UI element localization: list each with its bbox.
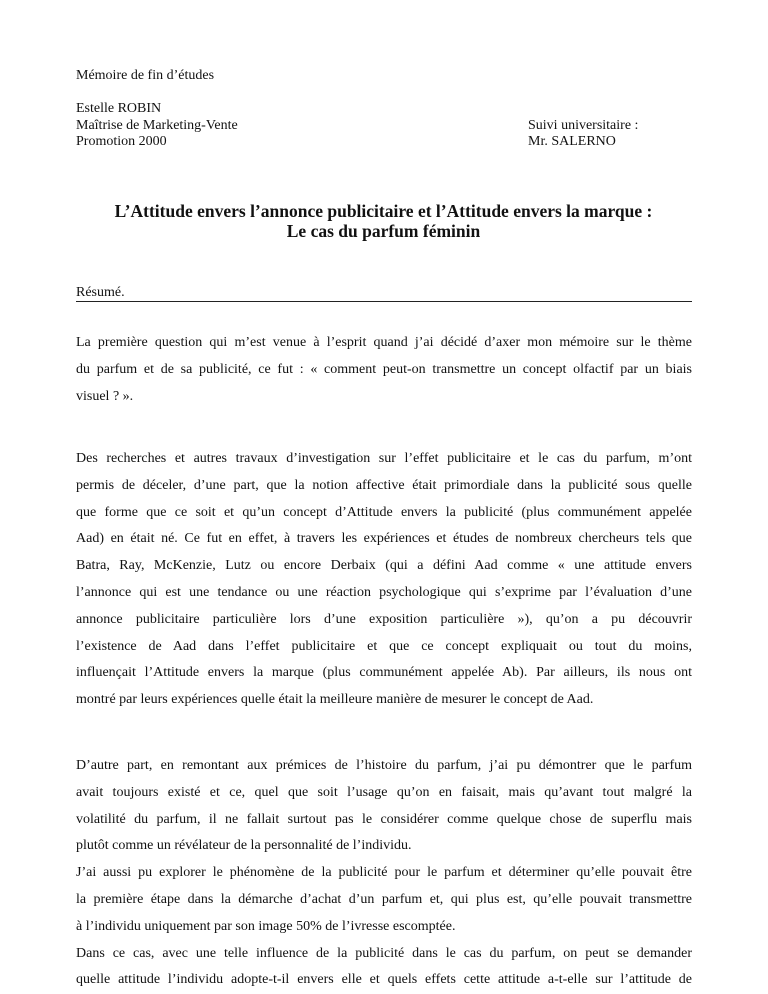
- paragraph-1: [76, 330, 692, 410]
- paragraph-line: visuel ? ».: [76, 388, 134, 404]
- degree: Maîtrise de Marketing-Vente: [76, 118, 238, 133]
- paragraph-3: [76, 753, 692, 994]
- paragraph-line: volatilité du parfum, il ne fallait surtout pas le considérer comme quelque chose de superflu mais: [76, 811, 692, 827]
- paragraph-line: que forme que ce soit et qu’un concept d’Attitude envers la publicité (plus communément appelée: [76, 504, 692, 520]
- paragraph-line: Dans ce cas, avec une telle influence de la publicité dans le cas du parfum, on peut se demander: [76, 945, 692, 961]
- paragraph-line: J’ai aussi pu explorer le phénomène de la publicité pour le parfum et déterminer qu’elle pouvait être: [76, 865, 692, 881]
- paragraph-line: Aad) en était né. Ce fut en effet, à travers les expériences et études de nombreux chercheurs tels que: [76, 531, 692, 547]
- paragraph-line: avait toujours existé et ce, quel que soit l’usage qu’on en faisait, mais qu’avant tout malgré la: [76, 784, 692, 800]
- paragraph-line: Des recherches et autres travaux d’investigation sur l’effet publicitaire et le cas du parfum, m’ont: [76, 451, 692, 466]
- paragraph-line: Batra, Ray, McKenzie, Lutz ou encore Derbaix (qui a défini Aad comme « une attitude envers: [76, 558, 692, 574]
- paragraph-line: du parfum et de sa publicité, ce fut : « comment peut-on transmettre un concept olfactif par un biais: [76, 361, 692, 377]
- document-title: [76, 201, 691, 241]
- paragraph-line: plutôt comme un révélateur de la personnalité de l’individu.: [76, 838, 412, 854]
- promotion: Promotion 2000: [76, 134, 167, 149]
- paragraph-line: la première étape dans la démarche d’achat d’un parfum et, qui plus est, qu’elle pouvait transmettre: [76, 891, 692, 907]
- paragraph-line: La première question qui m’est venue à l’esprit quand j’ai décidé d’axer mon mémoire sur le thème: [76, 335, 692, 350]
- section-label: Résumé.: [76, 285, 125, 300]
- section-divider: [76, 301, 692, 302]
- paragraph-line: l’existence de Aad dans l’effet publicitaire et que ce concept expliquait ou tout du moins,: [76, 638, 692, 654]
- title-line-1: L’Attitude envers l’annonce publicitaire et l’Attitude envers la marque :: [114, 201, 653, 221]
- document-type: Mémoire de fin d’études: [76, 68, 215, 83]
- paragraph-line: annonce publicitaire particulière lors d’une exposition particulière »), qu’on a pu découvrir: [76, 611, 692, 627]
- paragraph-line: D’autre part, en remontant aux prémices de l’histoire du parfum, j’ai pu démontrer que le parfum: [76, 758, 692, 773]
- paragraph-line: à l’individu uniquement par son image 50% de l’ivresse escomptée.: [76, 918, 456, 934]
- paragraph-line: montré par leurs expériences quelle était la meilleure manière de mesurer le concept de Aad.: [76, 692, 594, 708]
- author-name: Estelle ROBIN: [76, 101, 162, 116]
- paragraph-2: [76, 446, 692, 714]
- title-line-2: Le cas du parfum féminin: [286, 221, 481, 241]
- paragraph-line: quelle attitude l’individu adopte-t-il envers elle et quels effets cette attitude a-t-elle sur l’attitude de: [76, 972, 692, 988]
- supervisor-name: Mr. SALERNO: [528, 134, 616, 149]
- paragraph-line: l’annonce qui est une tendance ou une réaction psychologique qui s’exprime par l’évaluation d’une: [76, 584, 692, 600]
- paragraph-line: influençait l’Attitude envers la marque (plus communément appelée Ab). Par ailleurs, ils nous ont: [76, 665, 692, 681]
- paragraph-line: permis de déceler, d’une part, que la notion affective était primordiale dans la publicité sous quelle: [76, 477, 692, 493]
- supervisor-label: Suivi universitaire :: [528, 118, 639, 133]
